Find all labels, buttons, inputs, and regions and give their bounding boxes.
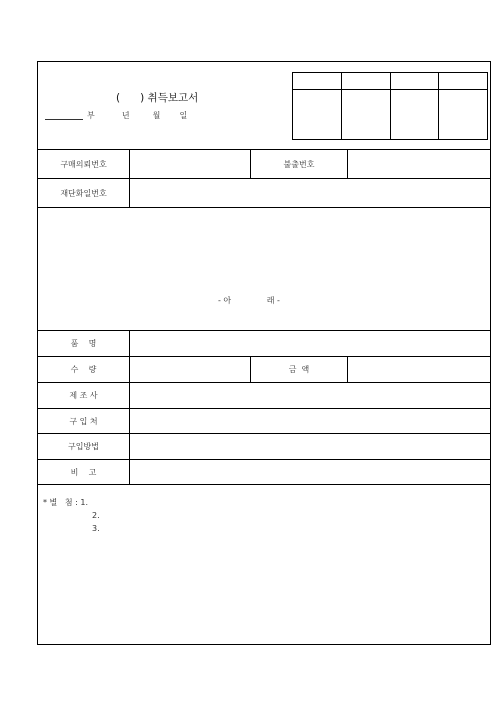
dept-blank[interactable] — [45, 119, 83, 120]
purchase-method-label: 구입방법 — [38, 434, 130, 459]
purchase-method-field[interactable] — [130, 434, 490, 459]
body-text-area[interactable] — [38, 207, 490, 330]
approval-sign-cell[interactable] — [439, 90, 488, 140]
row-vendor — [38, 408, 490, 433]
form-title: ( ) 취득보고서 — [116, 92, 199, 104]
finance-confirm-no-label: 재단화일번호 — [38, 179, 130, 207]
finance-confirm-no-field[interactable] — [130, 179, 490, 207]
month-label: 월 — [152, 111, 161, 120]
manufacturer-label: 제 조 사 — [38, 383, 130, 408]
purchase-request-no-label: 구매의뢰번호 — [38, 150, 130, 178]
below-note: - 아 래 - — [218, 296, 280, 305]
approval-header-cell[interactable] — [390, 73, 439, 90]
item-name-label: 품 명 — [38, 331, 130, 356]
dept-suffix: 부 — [87, 111, 95, 120]
approval-sign-cell[interactable] — [341, 90, 390, 140]
approval-header-cell[interactable] — [439, 73, 488, 90]
row-item-name — [38, 330, 490, 356]
disbursement-no-field[interactable] — [348, 150, 490, 178]
manufacturer-field[interactable] — [130, 383, 490, 408]
quantity-label: 수 량 — [38, 357, 130, 382]
row-purchase-method — [38, 433, 490, 459]
amount-label: 금 액 — [250, 357, 348, 382]
approval-box — [292, 72, 488, 140]
report-date-line — [45, 110, 187, 121]
approval-sign-cell[interactable] — [293, 90, 342, 140]
row-quantity — [38, 356, 490, 382]
enclosure-item: 3. — [92, 524, 100, 533]
approval-header-cell[interactable] — [341, 73, 390, 90]
amount-field[interactable] — [348, 357, 490, 382]
row-purchase-request — [38, 149, 490, 178]
remarks-field[interactable] — [130, 460, 490, 484]
remarks-label: 비 고 — [38, 460, 130, 484]
vendor-label: 구 입 처 — [38, 409, 130, 433]
day-label: 일 — [179, 111, 188, 120]
row-finance-confirm — [38, 178, 490, 207]
enclosure-list — [43, 496, 100, 535]
enclosure-item: 2. — [92, 511, 100, 520]
year-label: 년 — [121, 111, 130, 120]
vendor-field[interactable] — [130, 409, 490, 433]
report-form — [37, 61, 491, 645]
row-remarks — [38, 459, 490, 485]
purchase-request-no-field[interactable] — [130, 150, 250, 178]
enclosure-label: * 별 첨 : 1. — [43, 498, 89, 507]
row-manufacturer — [38, 382, 490, 408]
quantity-field[interactable] — [130, 357, 250, 382]
approval-header-cell[interactable] — [293, 73, 342, 90]
item-name-field[interactable] — [130, 331, 490, 356]
disbursement-no-label: 불출번호 — [250, 150, 348, 178]
approval-sign-cell[interactable] — [390, 90, 439, 140]
